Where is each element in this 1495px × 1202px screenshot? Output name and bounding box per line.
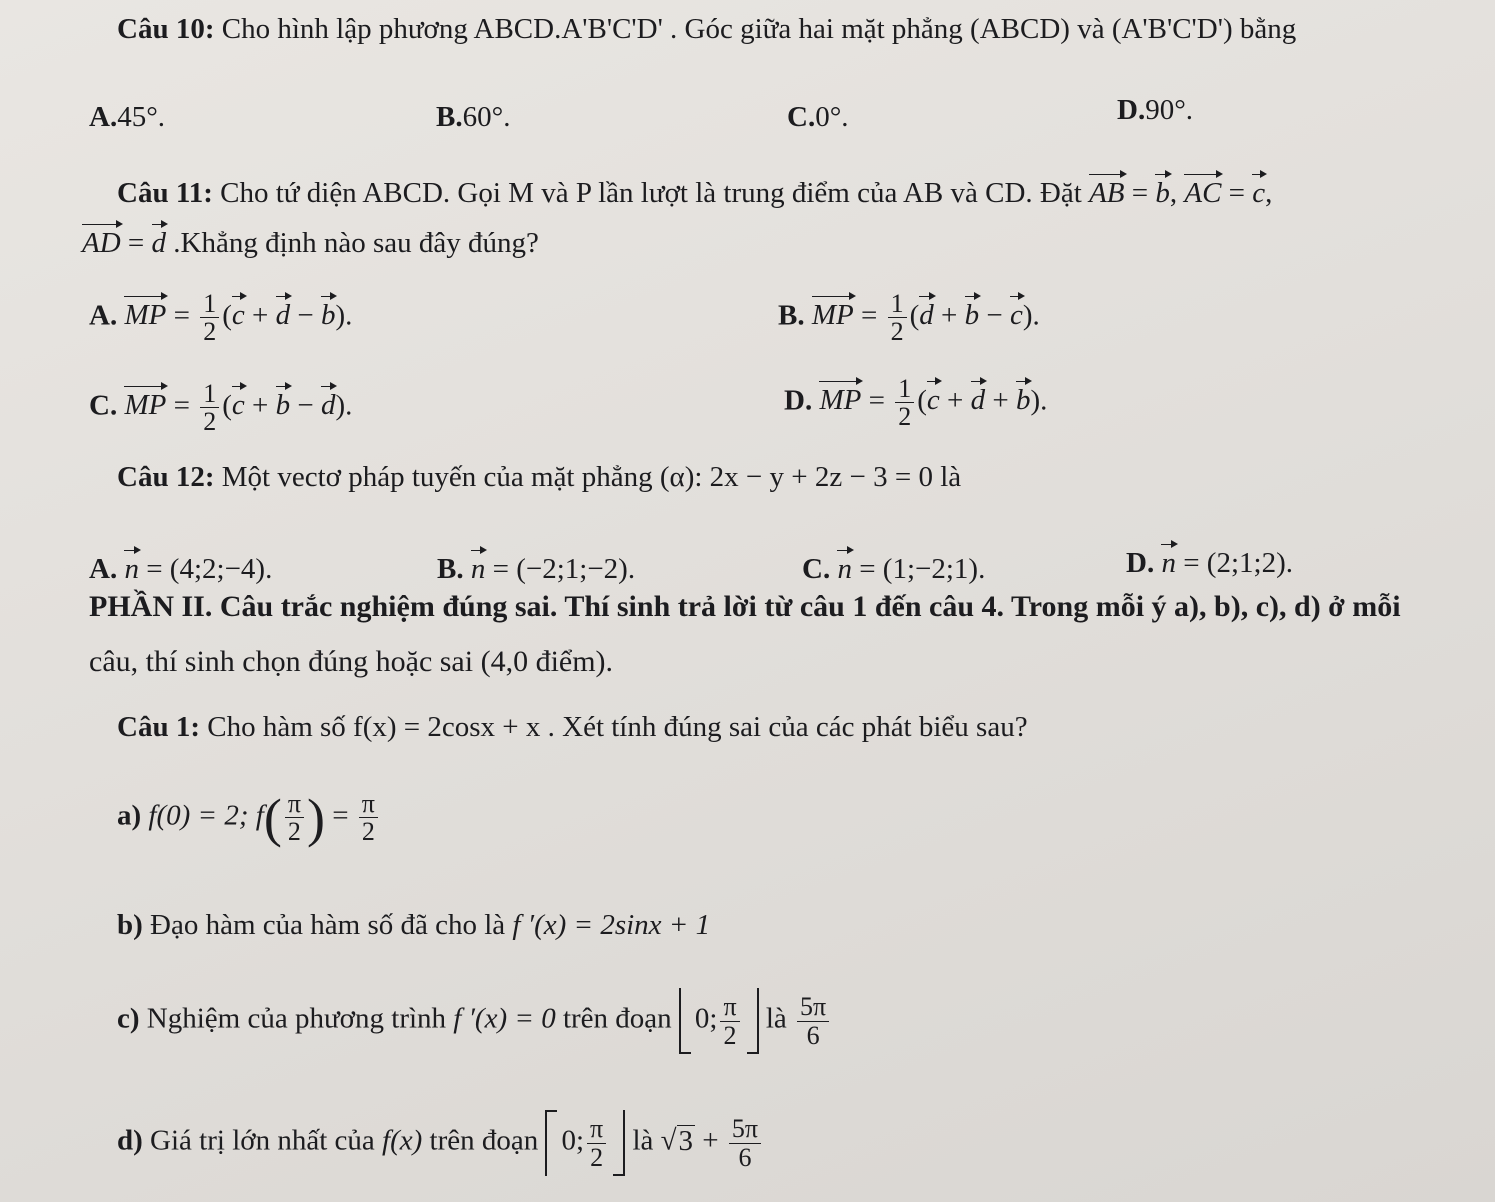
- vector-mp: MP: [812, 294, 854, 332]
- item-text: Giá trị lớn nhất của: [150, 1124, 375, 1157]
- vector-mp: MP: [819, 379, 861, 417]
- q10-text: Cho hình lập phương ABCD.A'B'C'D' . Góc giữa hai mặt phẳng (ABCD) và (A'B'C'D') bằng: [221, 13, 1297, 45]
- part2-line1: [89, 590, 1401, 623]
- sqrt-arg: 3: [678, 1124, 694, 1157]
- vector-mp: MP: [124, 294, 166, 332]
- sign: −: [297, 299, 314, 332]
- opt-letter: B.: [778, 299, 805, 332]
- opt-text: = (1;−2;1).: [859, 553, 986, 585]
- frac-num: 1: [200, 380, 219, 408]
- expr: f ′(x) = 2sinx + 1: [512, 909, 711, 941]
- vector-d: d: [152, 222, 167, 260]
- q11-text1: Cho tứ diện ABCD. Gọi M và P lần lượt là trung điểm của AB và CD. Đặt: [220, 177, 1082, 209]
- vec-term: b: [321, 294, 336, 332]
- opt-letter: C.: [802, 553, 831, 585]
- vec-term: d: [276, 294, 291, 332]
- vec-term: b: [965, 294, 980, 332]
- vector-n: n: [471, 548, 486, 586]
- vec-term: c: [927, 379, 940, 417]
- frac-num: 5π: [797, 993, 829, 1021]
- q1-line: [117, 712, 1028, 744]
- item-text: Nghiệm của phương trình: [146, 1002, 447, 1035]
- opt-text: 90°.: [1145, 94, 1194, 126]
- opt-text: 60°.: [462, 101, 511, 133]
- frac-den: 2: [361, 817, 375, 847]
- frac-num: 1: [895, 375, 914, 403]
- sign: −: [986, 299, 1003, 332]
- sign: +: [946, 384, 964, 417]
- item-label: d): [117, 1124, 143, 1157]
- opt-letter: C.: [89, 389, 118, 422]
- vector-mp: MP: [124, 384, 166, 422]
- sign: +: [702, 1124, 719, 1157]
- interval: 0;: [561, 1124, 585, 1157]
- opt-text: 0°.: [815, 101, 849, 133]
- q1-a: [117, 787, 381, 848]
- sign: +: [941, 299, 958, 332]
- opt-text: = (4;2;−4).: [146, 553, 273, 585]
- q10-opt-c: [787, 102, 849, 134]
- opt-letter: D.: [784, 384, 813, 417]
- vector-ac: AC: [1184, 172, 1221, 210]
- frac-den: 2: [287, 817, 301, 847]
- q12-opt-b: [437, 548, 635, 586]
- q12-text: Một vectơ pháp tuyến của mặt phẳng (α): 2x − y + 2z − 3 = 0 là: [221, 461, 962, 493]
- interval: 0;: [694, 1002, 718, 1035]
- paren-left: (: [263, 787, 282, 848]
- q11-line1: Câu 11: Cho tứ diện ABCD. Gọi M và P lần lượt là trung điểm của AB và CD. Đặt AB = b, AC = c,: [117, 172, 1272, 210]
- bracket-right: [747, 988, 759, 1054]
- q1-d: d) Giá trị lớn nhất của f(x) trên đoạn 0; $\frac{\pi}{2}$ là √3 + $\frac{5\pi}{6}$: [117, 1110, 764, 1176]
- vector-c: c: [1252, 172, 1265, 210]
- vec-term: c: [1010, 294, 1023, 332]
- item-label: b): [117, 909, 143, 941]
- fraction: [888, 290, 907, 346]
- equals: =: [332, 799, 349, 832]
- opt-letter: B.: [436, 101, 463, 133]
- opt-letter: A.: [89, 553, 118, 585]
- q12-label: Câu 12:: [117, 461, 215, 493]
- frac-num: 5π: [729, 1115, 761, 1143]
- sign: +: [251, 299, 269, 332]
- fraction: [359, 790, 378, 846]
- opt-letter: A.: [89, 101, 118, 133]
- opt-text: = (2;1;2).: [1183, 547, 1293, 579]
- item-text: là: [632, 1124, 654, 1157]
- q11-opt-b: B. MP = $\frac{1}{2}$ (d + b − c).: [778, 289, 1040, 347]
- vector-n: n: [124, 548, 139, 586]
- fraction: [200, 290, 219, 346]
- q1-text: Cho hàm số f(x) = 2cosx + x . Xét tính đúng sai của các phát biểu sau?: [207, 711, 1028, 743]
- frac-num: π: [285, 790, 304, 818]
- q10-label: Câu 10:: [117, 13, 215, 45]
- vec-term: d: [321, 384, 336, 422]
- q1-b: [117, 910, 710, 942]
- expr: f(0) = 2; f: [148, 799, 264, 832]
- bracket-left: [679, 988, 691, 1054]
- frac-den: 2: [898, 402, 912, 432]
- expr: f(x): [382, 1124, 423, 1157]
- vector-n: n: [837, 548, 852, 586]
- expr: f ′(x) = 0: [453, 1002, 556, 1035]
- vector-ab: AB: [1089, 172, 1124, 210]
- part2-sub: câu, thí sinh chọn đúng hoặc sai (4,0 điểm).: [89, 645, 614, 678]
- q10-opt-b: [436, 102, 510, 134]
- item-label: a): [117, 799, 142, 832]
- paren-right: ): [306, 787, 325, 848]
- vec-term: b: [276, 384, 291, 422]
- frac-den: 2: [590, 1142, 604, 1172]
- item-text: là: [765, 1002, 787, 1035]
- frac-den: 6: [738, 1142, 752, 1172]
- vector-n: n: [1161, 542, 1176, 580]
- vec-term: c: [232, 294, 245, 332]
- sign: +: [992, 384, 1009, 417]
- opt-letter: A.: [89, 299, 118, 332]
- vector-b: b: [1155, 172, 1170, 210]
- q12-opt-a: [89, 548, 272, 586]
- opt-letter: B.: [437, 553, 464, 585]
- vector-ad: AD: [82, 222, 121, 260]
- vec-term: c: [232, 384, 245, 422]
- sign: −: [297, 389, 314, 422]
- item-label: c): [117, 1002, 140, 1035]
- frac-num: π: [359, 790, 378, 818]
- opt-text: 45°.: [117, 101, 166, 133]
- bracket-right: [613, 1110, 625, 1176]
- frac-den: 2: [890, 317, 904, 347]
- part2-heading: PHẦN II. Câu trắc nghiệm đúng sai. Thí sinh trả lời từ câu 1 đến câu 4. Trong mỗi ý a), b), c), d) ở mỗi: [89, 590, 1401, 623]
- item-text: trên đoạn: [562, 1002, 672, 1035]
- vec-term: b: [1016, 379, 1031, 417]
- bracket-left: [545, 1110, 557, 1176]
- fraction: [285, 790, 304, 846]
- vec-term: d: [971, 379, 986, 417]
- fraction: [587, 1115, 606, 1171]
- item-text: trên đoạn: [429, 1124, 539, 1157]
- vec-term: d: [919, 294, 934, 332]
- item-text: Đạo hàm của hàm số đã cho là: [150, 909, 506, 941]
- fraction: [895, 375, 914, 431]
- frac-num: π: [587, 1115, 606, 1143]
- frac-den: 2: [723, 1020, 737, 1050]
- part2-line2: [89, 645, 613, 678]
- q11-opt-d: D. MP = $\frac{1}{2}$ (c + d + b).: [784, 374, 1048, 432]
- opt-text: = (−2;1;−2).: [492, 553, 636, 585]
- q1-label: Câu 1:: [117, 711, 200, 743]
- q11-label: Câu 11:: [117, 177, 213, 209]
- opt-letter: C.: [787, 101, 816, 133]
- frac-den: 6: [806, 1020, 820, 1050]
- frac-num: 1: [888, 290, 907, 318]
- frac-den: 2: [203, 317, 217, 347]
- q11-opt-a: A. MP = $\frac{1}{2}$ (c + d − b).: [89, 289, 353, 347]
- q12-opt-c: [802, 548, 985, 586]
- q10-opt-d: [1117, 95, 1193, 127]
- frac-den: 2: [203, 407, 217, 437]
- frac-num: 1: [200, 290, 219, 318]
- q11-text2: .Khẳng định nào sau đây đúng?: [173, 227, 539, 259]
- fraction: [720, 993, 739, 1049]
- fraction: [729, 1115, 761, 1171]
- opt-letter: D.: [1117, 94, 1146, 126]
- sign: +: [251, 389, 269, 422]
- opt-letter: D.: [1126, 547, 1155, 579]
- fraction: [200, 380, 219, 436]
- q10-opt-a: [89, 102, 165, 134]
- fraction: [797, 993, 829, 1049]
- frac-num: π: [720, 993, 739, 1021]
- q12-opt-d: [1126, 542, 1293, 580]
- q11-line2: AD = d .Khẳng định nào sau đây đúng?: [82, 222, 539, 260]
- q12-line: [117, 462, 961, 494]
- q1-c: [117, 988, 832, 1054]
- q10-line: [117, 14, 1296, 46]
- q11-opt-c: C. MP = $\frac{1}{2}$ (c + b − d).: [89, 379, 353, 437]
